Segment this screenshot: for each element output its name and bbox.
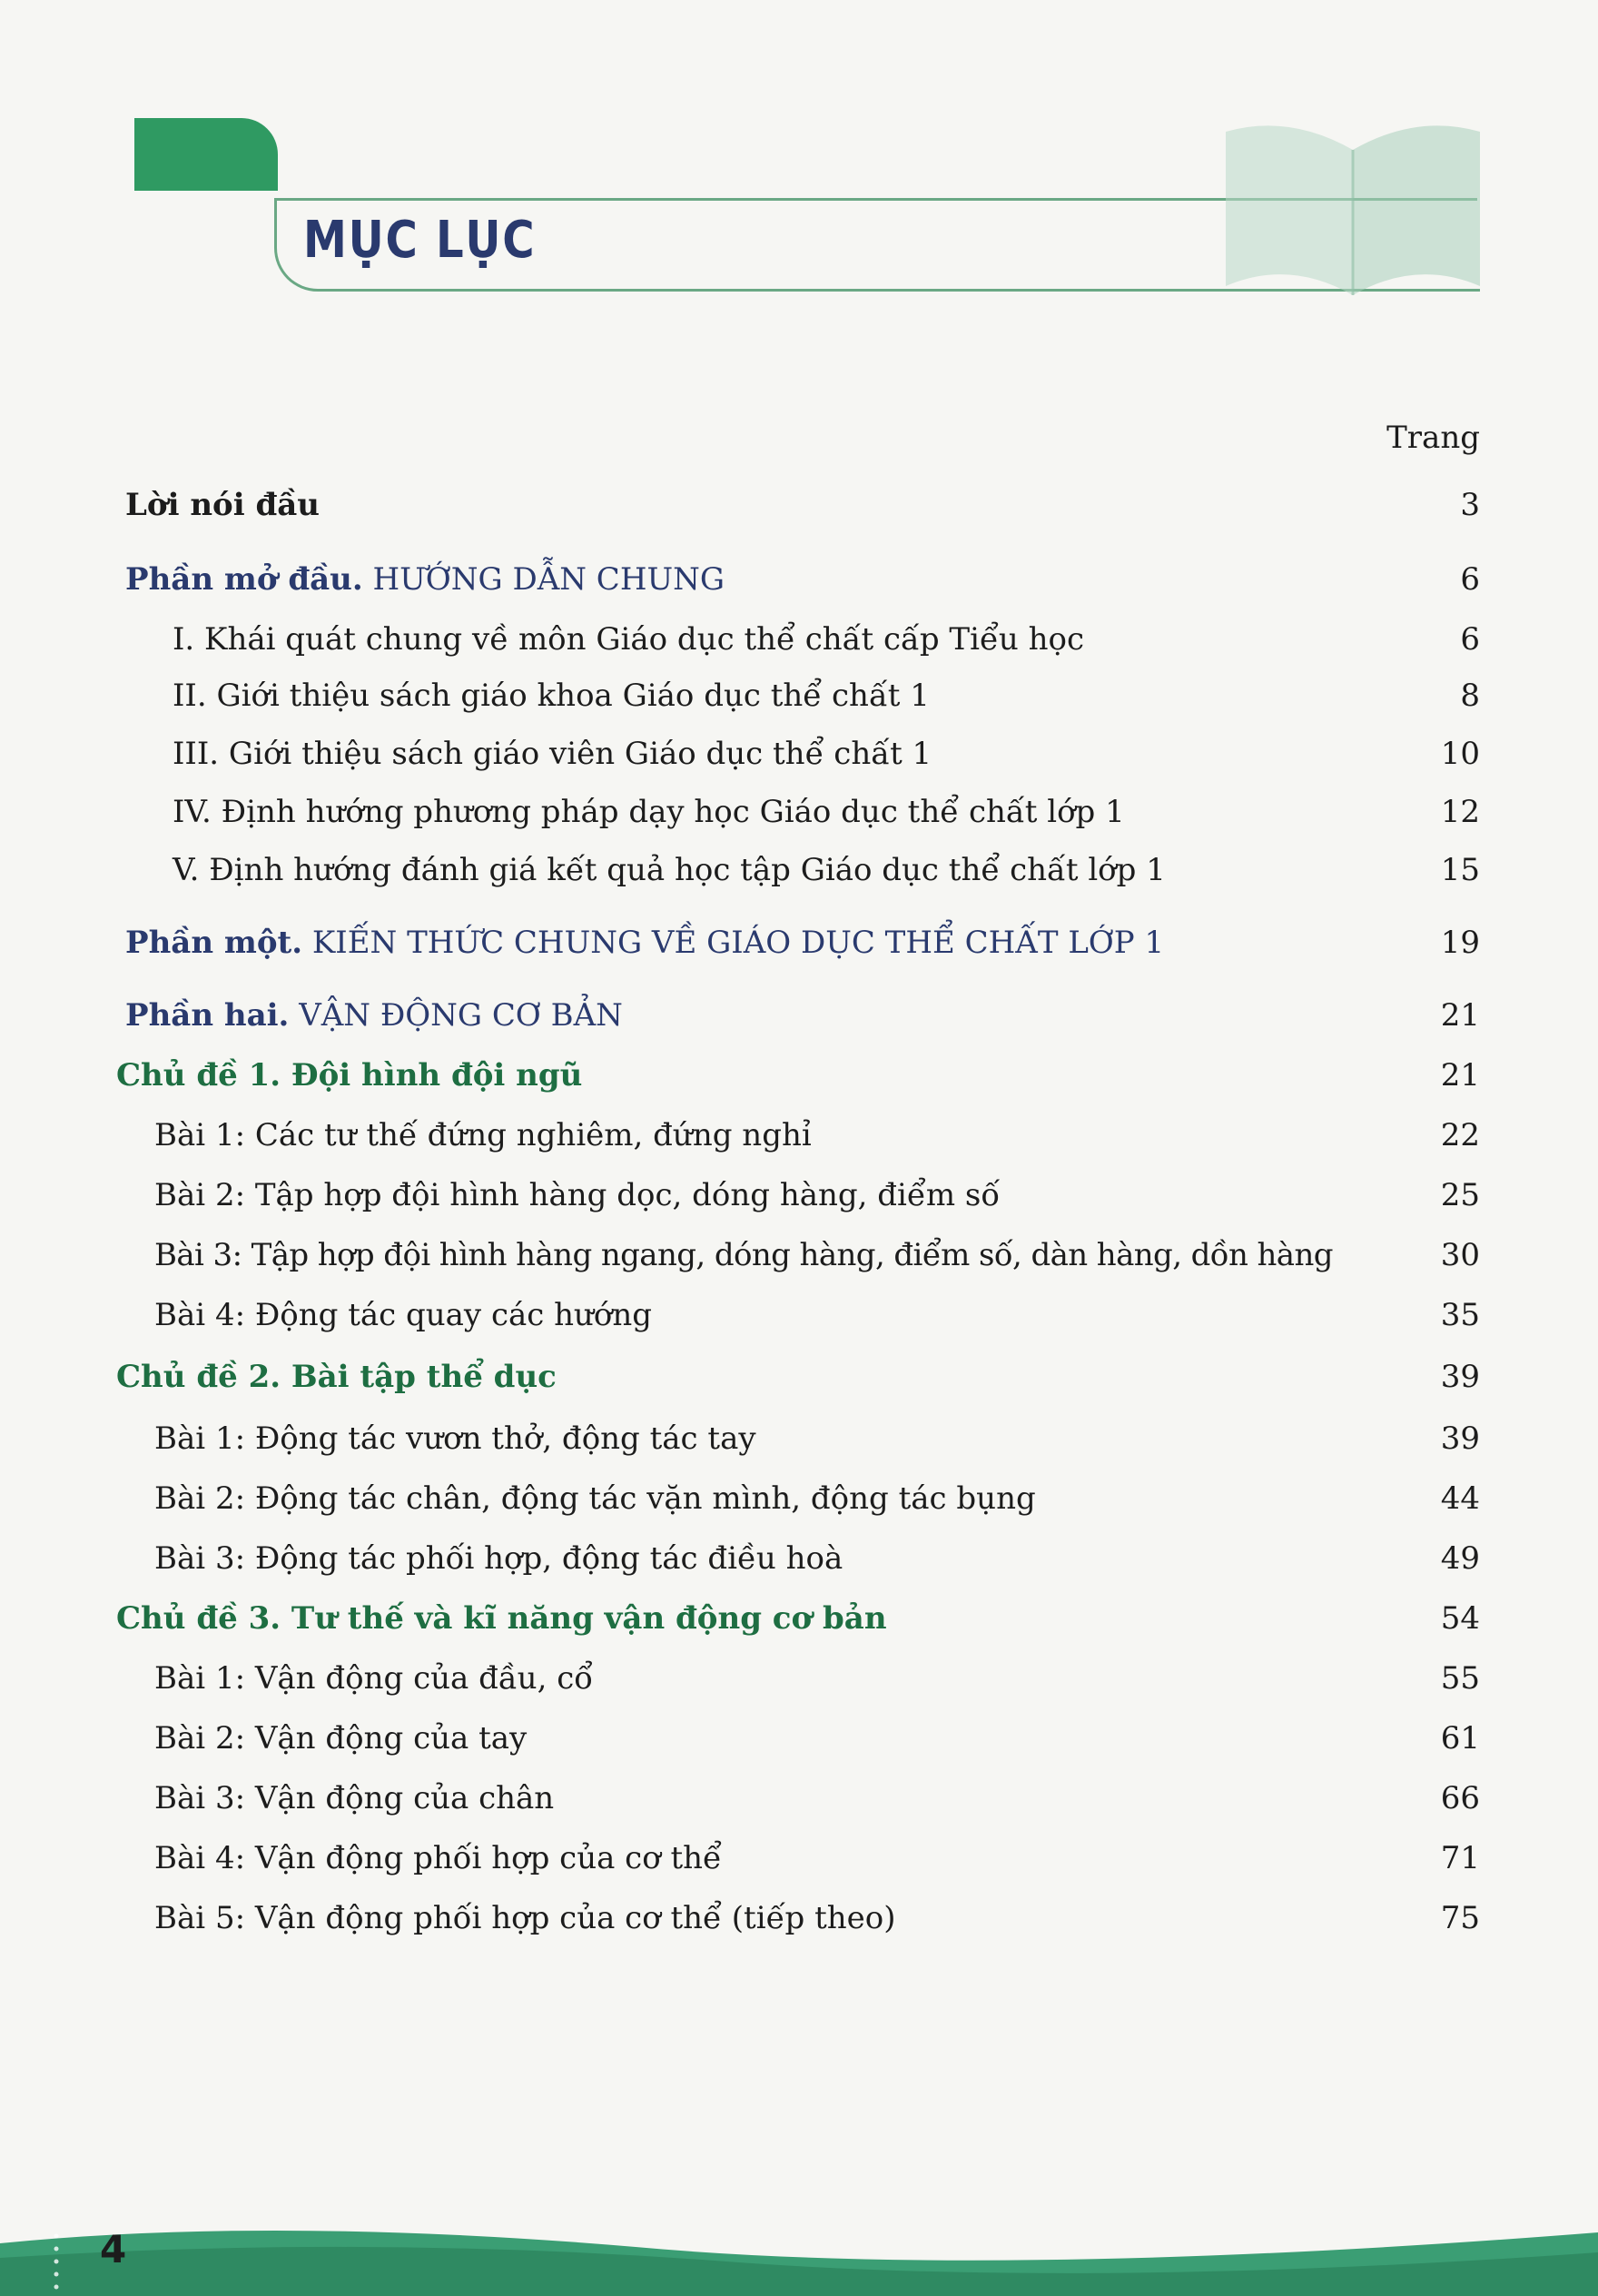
toc-entry-page: 61 xyxy=(1440,1720,1480,1757)
toc-entry-page: 71 xyxy=(1440,1840,1480,1876)
toc-entry-page: 44 xyxy=(1440,1480,1480,1517)
toc-entry-page: 49 xyxy=(1440,1540,1480,1577)
toc-part[interactable] xyxy=(0,554,1598,605)
toc-part-prefix: Phần mở đầu. xyxy=(125,561,363,598)
toc-entry[interactable] xyxy=(0,1473,1598,1524)
footer-band xyxy=(0,2216,1598,2296)
toc-part[interactable] xyxy=(0,917,1598,968)
toc-entry[interactable] xyxy=(0,1110,1598,1161)
toc-part-title: HƯỚNG DẪN CHUNG xyxy=(362,561,725,598)
toc-entry-page: 39 xyxy=(1440,1420,1480,1457)
toc-entry[interactable] xyxy=(0,787,1598,837)
toc-entry-page: 8 xyxy=(1460,678,1480,714)
toc-entry[interactable] xyxy=(0,1170,1598,1221)
toc-entry[interactable] xyxy=(0,728,1598,779)
toc-entry-label: Bài 3: Vận động của chân xyxy=(154,1780,555,1816)
toc-topic[interactable] xyxy=(0,1050,1598,1101)
toc-entry[interactable] xyxy=(0,1773,1598,1824)
toc-entry-page: 55 xyxy=(1440,1660,1480,1697)
toc-entry-page: 21 xyxy=(1440,997,1480,1034)
toc-entry-label: IV. Định hướng phương pháp dạy học Giáo dục thể chất lớp 1 xyxy=(173,794,1125,830)
toc-entry[interactable] xyxy=(0,1713,1598,1764)
toc-topic[interactable] xyxy=(0,1593,1598,1644)
page-column-label: Trang xyxy=(1386,420,1480,456)
toc-part[interactable] xyxy=(0,990,1598,1041)
toc-entry[interactable] xyxy=(0,1893,1598,1944)
toc-entry-page: 6 xyxy=(1460,561,1480,598)
toc-topic-label: Chủ đề 2. Bài tập thể dục xyxy=(116,1359,557,1395)
toc-entry[interactable] xyxy=(0,1413,1598,1464)
toc-entry-page: 35 xyxy=(1440,1297,1480,1333)
toc-entry-label: III. Giới thiệu sách giáo viên Giáo dục thể chất 1 xyxy=(173,736,932,772)
toc-entry-label: Bài 5: Vận động phối hợp của cơ thể (tiếp theo) xyxy=(154,1900,896,1936)
toc-entry[interactable] xyxy=(0,1653,1598,1704)
toc-entry-page: 22 xyxy=(1440,1117,1480,1153)
toc-entry-page: 39 xyxy=(1440,1359,1480,1395)
toc-entry-label: Bài 3: Tập hợp đội hình hàng ngang, dóng hàng, điểm số, dàn hàng, dồn hàng xyxy=(154,1237,1333,1273)
toc-entry-page: 75 xyxy=(1440,1900,1480,1936)
toc-entry-label: Bài 2: Động tác chân, động tác vặn mình, động tác bụng xyxy=(154,1480,1036,1517)
page-number: 4 xyxy=(100,2227,127,2271)
toc-entry-page: 15 xyxy=(1440,852,1480,888)
toc-entry-label: Bài 1: Vận động của đầu, cổ xyxy=(154,1660,594,1697)
toc-entry[interactable] xyxy=(0,480,1598,530)
toc-entry-label: II. Giới thiệu sách giáo khoa Giáo dục thể chất 1 xyxy=(173,678,930,714)
toc-part-prefix: Phần một. xyxy=(125,925,303,961)
toc-topic[interactable] xyxy=(0,1351,1598,1402)
toc-entry-label: Lời nói đầu xyxy=(125,487,321,523)
toc-entry-label: I. Khái quát chung về môn Giáo dục thể chất cấp Tiểu học xyxy=(173,621,1085,658)
toc-entry-label: Bài 1: Động tác vươn thở, động tác tay xyxy=(154,1420,756,1457)
toc-entry-page: 3 xyxy=(1460,487,1480,523)
toc-entry[interactable] xyxy=(0,614,1598,665)
toc-part-prefix: Phần hai. xyxy=(125,997,290,1034)
toc-entry-page: 6 xyxy=(1460,621,1480,658)
toc-entry-label: V. Định hướng đánh giá kết quả học tập Giáo dục thể chất lớp 1 xyxy=(173,852,1166,888)
toc-entry-label: Bài 4: Vận động phối hợp của cơ thể xyxy=(154,1840,722,1876)
toc-entry-page: 21 xyxy=(1440,1057,1480,1094)
toc-entry-page: 30 xyxy=(1440,1237,1480,1273)
toc-entry-label: Bài 1: Các tư thế đứng nghiêm, đứng nghỉ xyxy=(154,1117,812,1153)
toc-entry-label: Bài 4: Động tác quay các hướng xyxy=(154,1297,653,1333)
toc-part-title: VẬN ĐỘNG CƠ BẢN xyxy=(289,997,623,1034)
toc-entry[interactable] xyxy=(0,1230,1598,1281)
toc-entry[interactable] xyxy=(0,1290,1598,1341)
toc-entry[interactable] xyxy=(0,1833,1598,1884)
toc-entry[interactable] xyxy=(0,1533,1598,1584)
toc-entry-page: 66 xyxy=(1440,1780,1480,1816)
toc-entry-page: 19 xyxy=(1440,925,1480,961)
toc-entry-label: Bài 2: Vận động của tay xyxy=(154,1720,528,1757)
toc-part-title: KIẾN THỨC CHUNG VỀ GIÁO DỤC THỂ CHẤT LỚP 1 xyxy=(302,925,1165,961)
toc-topic-label: Chủ đề 1. Đội hình đội ngũ xyxy=(116,1057,583,1094)
toc-entry-page: 12 xyxy=(1440,794,1480,830)
toc-entry-label: Bài 3: Động tác phối hợp, động tác điều hoà xyxy=(154,1540,843,1577)
toc-entry[interactable] xyxy=(0,670,1598,721)
toc-entry-label: Bài 2: Tập hợp đội hình hàng dọc, dóng hàng, điểm số xyxy=(154,1177,1001,1213)
toc-topic-label: Chủ đề 3. Tư thế và kĩ năng vận động cơ bản xyxy=(116,1600,887,1637)
toc-entry[interactable] xyxy=(0,845,1598,896)
toc-entry-page: 10 xyxy=(1440,736,1480,772)
toc-entry-page: 25 xyxy=(1440,1177,1480,1213)
toc-entry-page: 54 xyxy=(1440,1600,1480,1637)
page-title: MỤC LỤC xyxy=(303,211,537,270)
